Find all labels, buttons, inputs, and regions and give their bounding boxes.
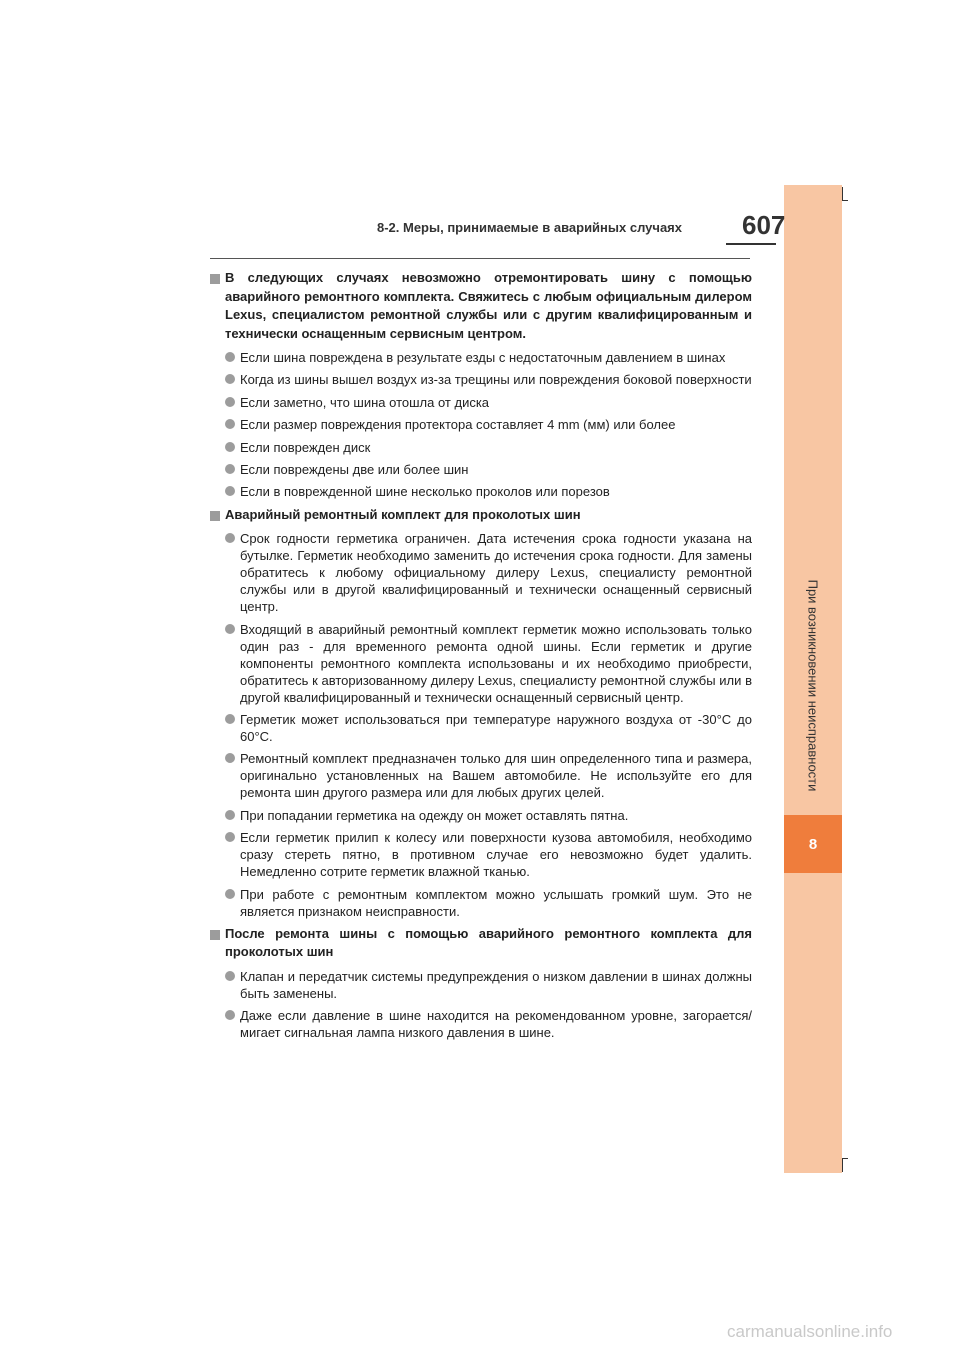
list-item: Срок годности герметика ограничен. Дата истечения срока годности указана на бутылке. Герметик необходимо заменить до истечения срока годности. Для замены обратитесь к любому официальному дилеру Lexus, специалисту ремонтной службы или в другой квалифицированный и технически оснащенный сервисный центр.: [210, 530, 752, 615]
square-bullet-icon: [210, 930, 220, 940]
list-item: При попадании герметика на одежду он может оставлять пятна.: [210, 807, 752, 824]
list-item: Если герметик прилип к колесу или поверхности кузова автомобиля, необходимо сразу стереть пятно, в противном случае его невозможно будет удалить. Немедленно сотрите герметик влажной тканью.: [210, 829, 752, 880]
list-item: Даже если давление в шине находится на рекомендованном уровне, загорается/мигает сигнальная лампа низкого давления в шине.: [210, 1007, 752, 1041]
crop-mark-bottom: [842, 1158, 843, 1172]
square-bullet-icon: [210, 274, 220, 284]
circle-bullet-icon: [225, 971, 235, 981]
list-item: Ремонтный комплект предназначен только для шин определенного типа и размера, оригинально установленных на Вашем автомобиле. Не используйте его для ремонта шин другого размера или для любых других целей.: [210, 750, 752, 801]
list-item: Герметик может использоваться при температуре наружного воздуха от -30°C до 60°C.: [210, 711, 752, 745]
circle-bullet-icon: [225, 442, 235, 452]
section-heading: В следующих случаях невозможно отремонтировать шину с помощью аварийного ремонтного комплекта. Свяжитесь с любым официальным дилером Lexus, специалистом ремонтной службы или с другим квалифицированным и технически оснащенным сервисным центром.: [210, 269, 752, 343]
header-rule: [210, 258, 750, 259]
list-item: Когда из шины вышел воздух из-за трещины или повреждения боковой поверхности: [210, 371, 752, 388]
list-item: При работе с ремонтным комплектом можно услышать громкий шум. Это не является признаком неисправности.: [210, 886, 752, 920]
circle-bullet-icon: [225, 714, 235, 724]
circle-bullet-icon: [225, 889, 235, 899]
crop-mark-top-tick: [842, 200, 848, 201]
crop-mark-top: [842, 187, 843, 201]
list-item: Если заметно, что шина отошла от диска: [210, 394, 752, 411]
side-tab-title-text: При возникновении неисправности: [805, 579, 821, 791]
side-tab-title: [784, 555, 842, 815]
circle-bullet-icon: [225, 374, 235, 384]
circle-bullet-icon: [225, 486, 235, 496]
chapter-number-box: [784, 815, 842, 873]
list-item: Если повреждены две или более шин: [210, 461, 752, 478]
circle-bullet-icon: [225, 464, 235, 474]
circle-bullet-icon: [225, 810, 235, 820]
page-content: [210, 269, 752, 1047]
list-item: Если размер повреждения протектора составляет 4 mm (мм) или более: [210, 416, 752, 433]
square-bullet-icon: [210, 511, 220, 521]
watermark: carmanualsonline.info: [727, 1322, 893, 1341]
list-item: Если в поврежденной шине несколько проколов или порезов: [210, 483, 752, 500]
circle-bullet-icon: [225, 352, 235, 362]
section-heading: Аварийный ремонтный комплект для проколотых шин: [210, 506, 752, 525]
list-item: Если поврежден диск: [210, 439, 752, 456]
circle-bullet-icon: [225, 624, 235, 634]
circle-bullet-icon: [225, 753, 235, 763]
header-accent-line: [726, 243, 776, 245]
chapter-number: 8: [808, 835, 818, 853]
header-section-title: 8-2. Меры, принимаемые в аварийных случаях: [376, 220, 682, 235]
circle-bullet-icon: [225, 832, 235, 842]
circle-bullet-icon: [225, 1010, 235, 1020]
section-heading: После ремонта шины с помощью аварийного ремонтного комплекта для проколотых шин: [210, 925, 752, 962]
circle-bullet-icon: [225, 397, 235, 407]
list-item: Если шина повреждена в результате езды с недостаточным давлением в шинах: [210, 349, 752, 366]
crop-mark-bottom-tick: [842, 1158, 848, 1159]
page-number: 607: [742, 210, 786, 240]
list-item: Входящий в аварийный ремонтный комплект герметик можно использовать только один раз - для временного ремонта одной шины. Если герметик и другие компоненты ремонтного комплекта использованы и их необходимо приобрести, обратитесь к авторизованному дилеру Lexus, специалисту ремонтной службы или в другой квалифицированный и технически оснащенный сервисный центр.: [210, 621, 752, 706]
list-item: Клапан и передатчик системы предупреждения о низком давлении в шинах должны быть заменены.: [210, 968, 752, 1002]
circle-bullet-icon: [225, 419, 235, 429]
circle-bullet-icon: [225, 533, 235, 543]
